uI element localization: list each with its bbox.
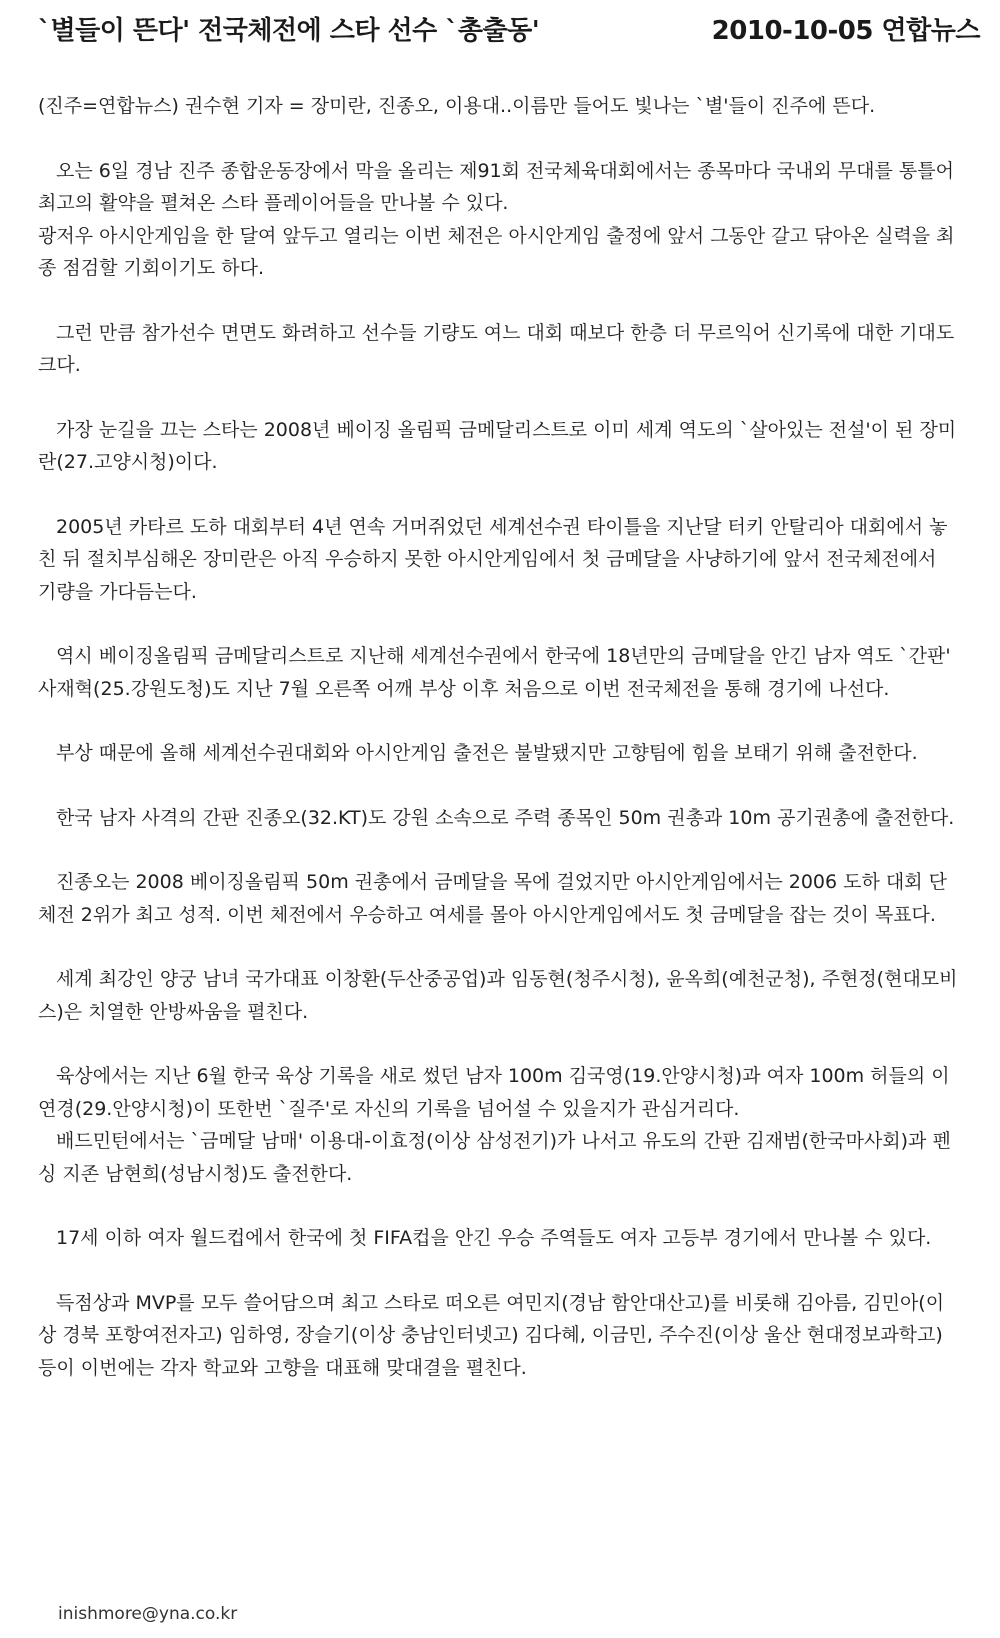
paragraph: 가장 눈길을 끄는 스타는 2008년 베이징 올림픽 금메달리스트로 이미 세계 역도의 `살아있는 전설'이 된 장미란(27.고양시청)이다. [38,418,957,473]
headline: `별들이 뜬다' 전국체전에 스타 선수 `총출동' [38,16,540,46]
reporter-email: inishmore@yna.co.kr [58,1604,238,1624]
paragraph: 배드민턴에서는 `금메달 남매' 이용대-이효정(이상 삼성전기)가 나서고 유도의 간판 김재범(한국마사회)과 펜싱 지존 남현희(성남시청)도 출전한다. [38,1130,951,1185]
dateline: 2010-10-05 연합뉴스 [711,16,980,46]
paragraph: 육상에서는 지난 6월 한국 육상 기록을 새로 썼던 남자 100m 김국영(19.안양시청)과 여자 100m 허들의 이연경(29.안양시청)이 또한번 `질주'로 자신의 기록을 넘어설 수 있을지가 관심거리다. [38,1065,950,1120]
paragraph: 부상 때문에 올해 세계선수권대회와 아시안게임 출전은 불발됐지만 고향팀에 힘을 보태기 위해 출전한다. [56,742,918,764]
paragraph-lead: (진주=연합뉴스) 권수현 기자 = 장미란, 진종오, 이용대..이름만 들어도 빛나는 `별'들이 진주에 뜬다. [38,95,876,117]
article-header [0,0,1000,60]
paragraph: 2005년 카타르 도하 대회부터 4년 연속 거머쥐었던 세계선수권 타이틀을 지난달 터키 안탈리아 대회에서 놓친 뒤 절치부심해온 장미란은 아직 우승하지 못한 아시안게임에서 첫 금메달을 사냥하기에 앞서 전국체전에서 기량을 가다듬는다. [38,515,948,603]
paragraph: 한국 남자 사격의 간판 진종오(32.KT)도 강원 소속으로 주력 종목인 50m 권총과 10m 공기권총에 출전한다. [56,806,955,829]
paragraph: 오는 6일 경남 진주 종합운동장에서 막을 올리는 제91회 전국체육대회에서는 종목마다 국내외 무대를 통틀어 최고의 활약을 펼쳐온 스타 플레이어들을 만나볼 수 있다. [38,159,954,214]
paragraph: 그런 만큼 참가선수 면면도 화려하고 선수들 기량도 여느 대회 때보다 한층 더 무르익어 신기록에 대한 기대도 크다. [38,321,955,376]
paragraph: 득점상과 MVP를 모두 쓸어담으며 최고 스타로 떠오른 여민지(경남 함안대산고)를 비롯해 김아름, 김민아(이상 경북 포항여전자고) 임하영, 장슬기(이상 충남인터넷고) 김다혜, 이금민, 주수진(이상 울산 현대정보과학고) 등이 이번에는 각자 학교와 고향을 대표해 맞대결을 펼친다. [38,1291,945,1379]
paragraph: 진종오는 2008 베이징올림픽 50m 권총에서 금메달을 목에 걸었지만 아시안게임에서는 2006 도하 대회 단체전 2위가 최고 성적. 이번 체전에서 우승하고 여세를 몰아 아시안게임에서도 첫 금메달을 잡는 것이 목표다. [38,871,947,926]
article-body [38,90,958,1384]
paragraph: 세계 최강인 양궁 남녀 국가대표 이창환(두산중공업)과 임동현(청주시청), 윤옥희(예천군청), 주현정(현대모비스)은 치열한 안방싸움을 펼친다. [38,968,958,1023]
paragraph: 역시 베이징올림픽 금메달리스트로 지난해 세계선수권에서 한국에 18년만의 금메달을 안긴 남자 역도 `간판' 사재혁(25.강원도청)도 지난 7월 오른쪽 어깨 부상 이후 처음으로 이번 전국체전을 통해 경기에 나선다. [38,645,951,700]
paragraph: 광저우 아시안게임을 한 달여 앞두고 열리는 이번 체전은 아시안게임 출정에 앞서 그동안 갈고 닦아온 실력을 최종 점검할 기회이기도 하다. [38,224,955,279]
paragraph: 17세 이하 여자 월드컵에서 한국에 첫 FIFA컵을 안긴 우승 주역들도 여자 고등부 경기에서 만나볼 수 있다. [56,1227,932,1249]
